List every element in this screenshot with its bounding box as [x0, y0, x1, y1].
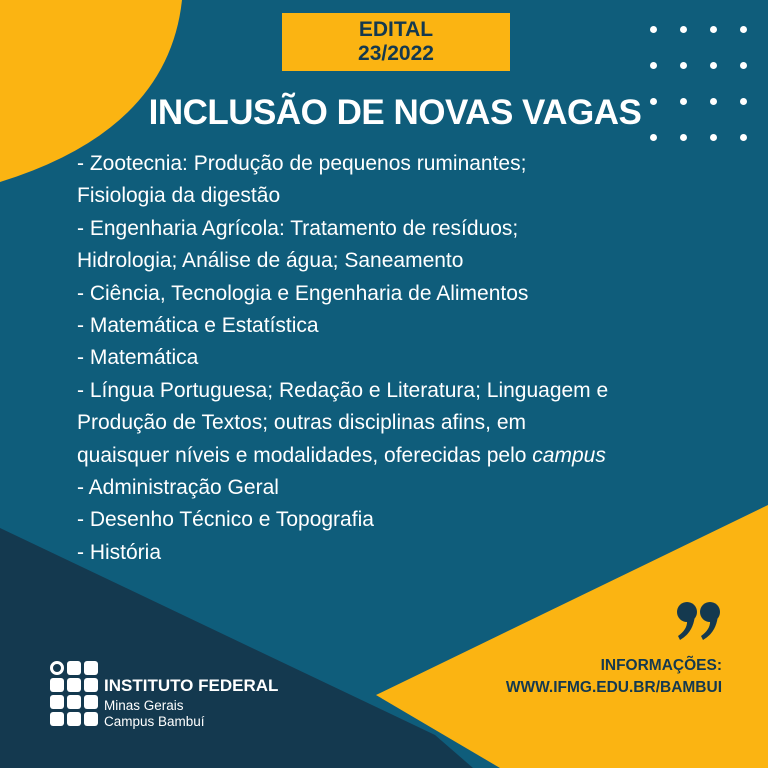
list-item: Hidrologia; Análise de água; Saneamento	[77, 249, 464, 273]
list-item: - Matemática e Estatística	[77, 314, 319, 338]
edital-badge-number: 23/2022	[358, 42, 434, 65]
list-item-text: quaisquer níveis e modalidades, oferecidas pelo	[77, 443, 533, 467]
list-item: - Ciência, Tecnologia e Engenharia de Alimentos	[77, 281, 529, 305]
edital-badge	[282, 13, 510, 71]
list-item: - Matemática	[77, 346, 199, 370]
quote-icon	[676, 600, 724, 644]
info-url[interactable]: WWW.IFMG.EDU.BR/BAMBUI	[505, 679, 722, 696]
list-item: - Desenho Técnico e Topografia	[77, 508, 374, 532]
list-item: Produção de Textos; outras disciplinas afins, em	[77, 411, 527, 435]
institution-logo	[50, 661, 310, 731]
info-block	[506, 655, 722, 699]
list-item: - Zootecnia: Produção de pequenos ruminantes;	[77, 152, 527, 175]
list-item: - Administração Geral	[77, 476, 279, 500]
logo-grid-icon	[50, 661, 96, 727]
list-item-italic: campus	[532, 443, 606, 467]
list-item: Fisiologia da digestão	[77, 184, 281, 208]
list-item: - História	[77, 540, 162, 564]
info-label: INFORMAÇÕES:	[600, 657, 722, 674]
page-title: INCLUSÃO DE NOVAS VAGAS	[148, 93, 642, 132]
logo-state: Minas Gerais	[104, 698, 184, 713]
list-item	[77, 440, 717, 472]
edital-badge-label: EDITAL	[358, 18, 434, 41]
logo-campus: Campus Bambuí	[104, 714, 205, 729]
logo-name: INSTITUTO FEDERAL	[104, 676, 279, 695]
list-item: - Engenharia Agrícola: Tratamento de resíduos;	[77, 216, 519, 240]
list-item: - Língua Portuguesa; Redação e Literatura; Linguagem e	[77, 378, 609, 402]
vacancy-list	[77, 148, 717, 569]
